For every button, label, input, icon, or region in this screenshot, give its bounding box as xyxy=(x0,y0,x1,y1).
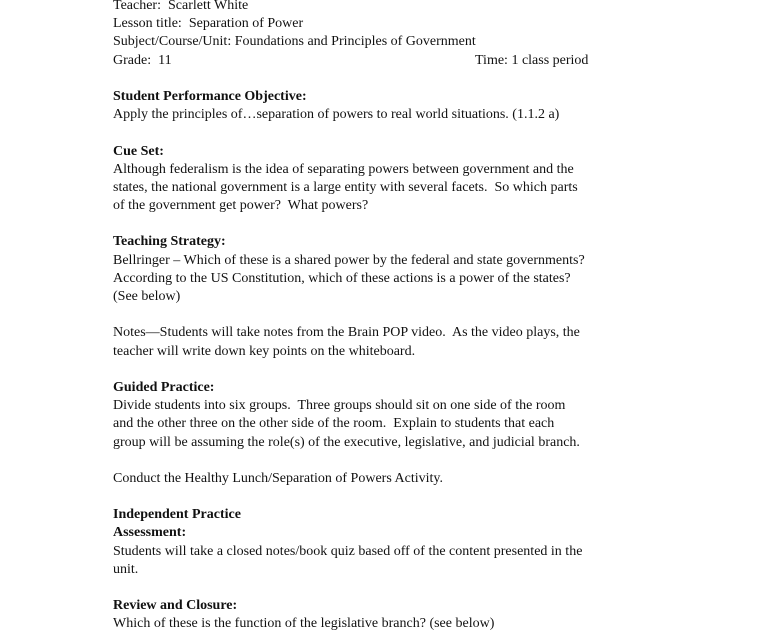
lesson-title-line: Lesson title: Separation of Power xyxy=(113,16,304,32)
assessment-heading: Assessment: xyxy=(113,525,187,541)
assessment-line: unit. xyxy=(113,561,139,577)
guided-practice-line: Divide students into six groups. Three groups should sit on one side of the room xyxy=(113,398,566,414)
review-closure-line: Which of these is the function of the legislative branch? (see below) xyxy=(113,616,495,632)
guided-practice-text xyxy=(113,397,673,452)
cue-set-line: states, the national government is a large entity with several facets. So which parts xyxy=(113,179,578,195)
objective-text xyxy=(113,106,673,124)
guided-practice-line: and the other three on the other side of the room. Explain to students that each xyxy=(113,416,555,432)
teaching-strategy-text xyxy=(113,252,673,307)
guided-practice-heading: Guided Practice: xyxy=(113,379,215,395)
cue-set-heading: Cue Set: xyxy=(113,143,164,159)
notes-text xyxy=(113,324,673,360)
activity-line: Conduct the Healthy Lunch/Separation of Powers Activity. xyxy=(113,470,443,486)
cue-set-line: Although federalism is the idea of separating powers between government and the xyxy=(113,161,574,177)
time-label: Time: 1 class period xyxy=(475,52,589,68)
teaching-strategy-line: According to the US Constitution, which of these actions is a power of the states? xyxy=(113,270,571,286)
notes-line: Notes—Students will take notes from the Brain POP video. As the video plays, the xyxy=(113,325,580,341)
assessment-line: Students will take a closed notes/book quiz based off of the content presented in the xyxy=(113,543,583,559)
cue-set-line: of the government get power? What powers? xyxy=(113,198,369,214)
grade-time-row xyxy=(113,52,673,70)
assessment-text xyxy=(113,543,673,579)
teacher-line: Teacher: Scarlett White xyxy=(113,0,249,13)
grade-label: Grade: 11 xyxy=(113,52,172,68)
cue-set-text xyxy=(113,161,673,216)
teaching-strategy-line: (See below) xyxy=(113,289,181,304)
objective-line: Apply the principles of…separation of powers to real world situations. (1.1.2 a) xyxy=(113,107,560,123)
review-closure-heading: Review and Closure: xyxy=(113,598,238,614)
notes-line: teacher will write down key points on the whiteboard. xyxy=(113,343,416,359)
teaching-strategy-heading: Teaching Strategy: xyxy=(113,234,226,250)
independent-practice-heading: Independent Practice xyxy=(113,507,241,523)
objective-heading: Student Performance Objective: xyxy=(113,88,307,104)
lesson-plan-document xyxy=(113,0,673,634)
subject-line: Subject/Course/Unit: Foundations and Principles of Government xyxy=(113,34,476,50)
teaching-strategy-line: Bellringer – Which of these is a shared power by the federal and state governments? xyxy=(113,252,585,268)
guided-practice-line: group will be assuming the role(s) of the executive, legislative, and judicial branch. xyxy=(113,434,580,450)
review-closure-text xyxy=(113,615,673,633)
